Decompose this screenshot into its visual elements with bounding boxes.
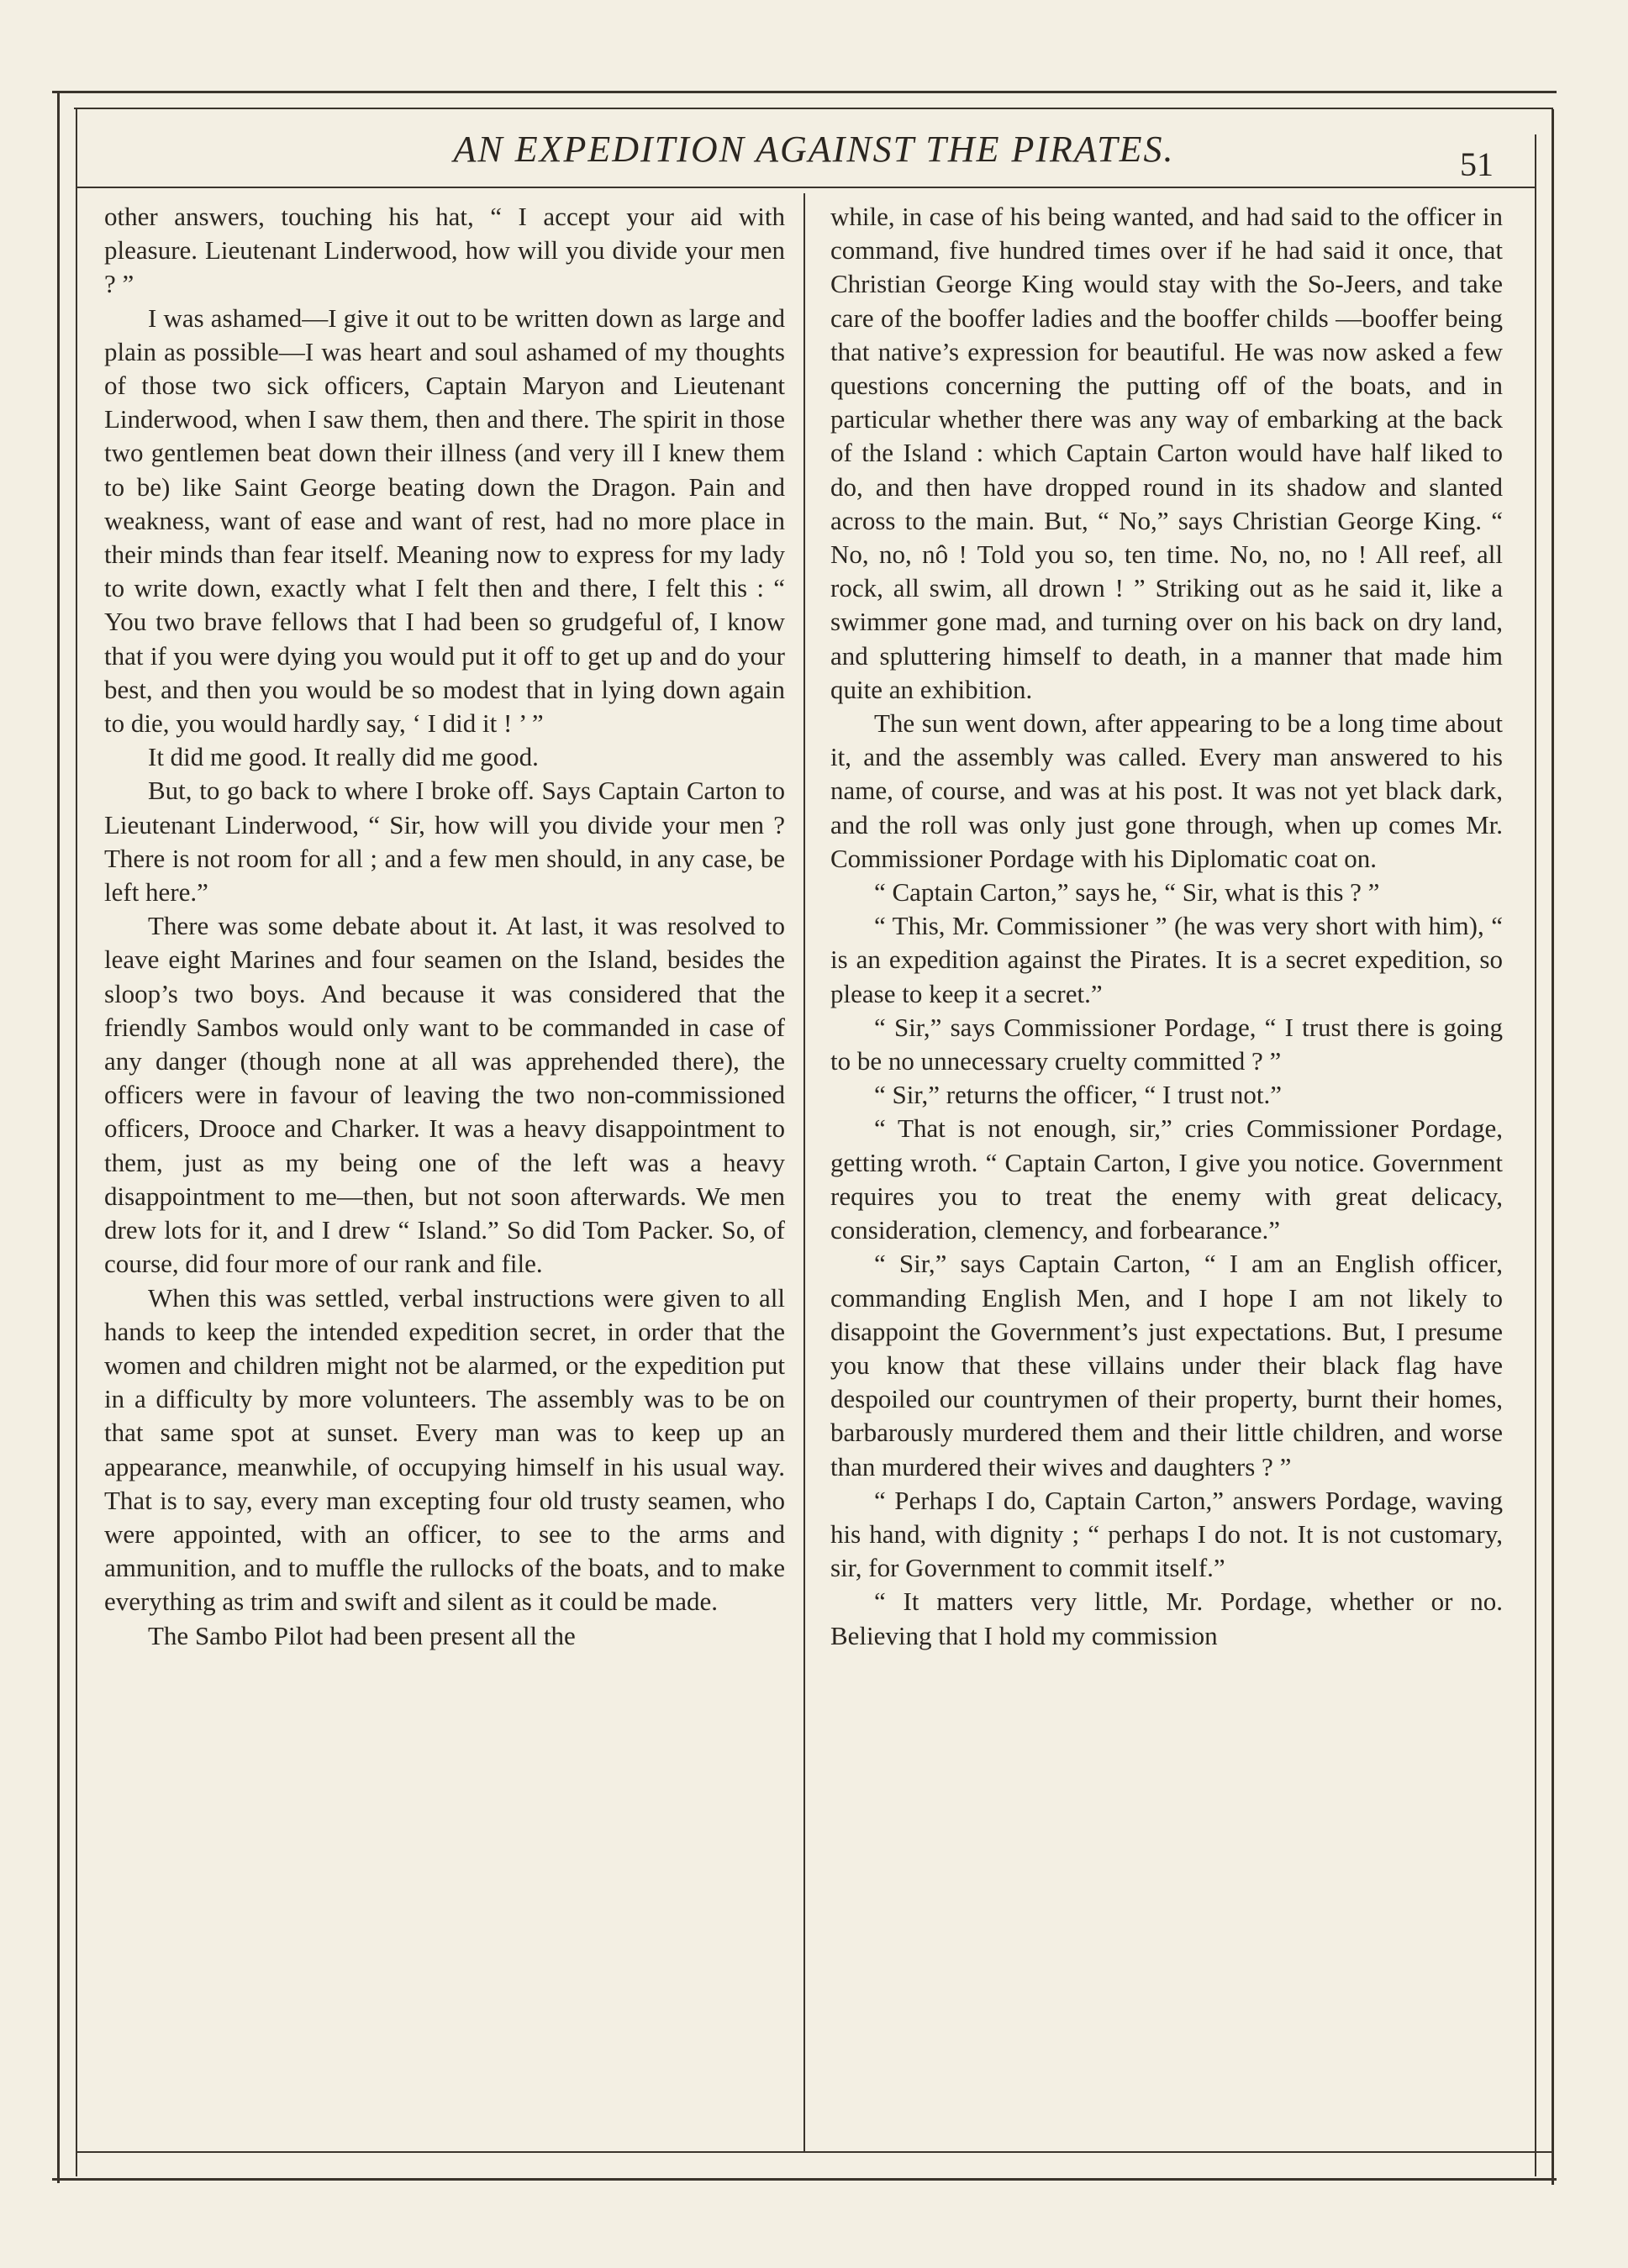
paragraph: The sun went down, after appearing to be a long time about it, and the assembly was called. Every man answered to his name, of course, and was at his post. It was not yet black dark, and the roll was only just gone through, when up comes Mr. Commissioner Pordage with his Diplomatic coat on. xyxy=(830,708,1503,873)
paragraph: There was some debate about it. At last, it was resolved to leave eight Marines and four seamen on the Island, besides the sloop’s two boys. And because it was considered that the friendly Sambos would only want to be commanded in case of any danger (though none at all was apprehended there), the officers were in favour of leaving the two non-commissioned officers, Drooce and Charker. It was a heavy disappointment to them, just as my being one of the left was a heavy disappointment to me—then, but not soon afterwards. We men drew lots for it, and I drew “ Island.” So did Tom Packer. So, of course, did four more of our rank and file. xyxy=(104,911,785,1279)
paragraph: “ Sir,” says Commissioner Pordage, “ I trust there is going to be no unnecessary cruelty committed ? ” xyxy=(830,1012,1503,1076)
paragraph: “ This, Mr. Commissioner ” (he was very short with him), “ is an expedition against the Pirates. It is a secret expedition, so please to keep it a secret.” xyxy=(830,911,1503,1008)
paragraph: “ Captain Carton,” says he, “ Sir, what is this ? ” xyxy=(874,877,1380,908)
paragraph: The Sambo Pilot had been present all the xyxy=(148,1620,576,1650)
bottom-outer-rule xyxy=(52,2178,1557,2181)
left-text-column xyxy=(104,200,785,1653)
left-outer-rule xyxy=(57,91,60,2183)
paragraph: “ Perhaps I do, Captain Carton,” answers Pordage, waving his hand, with dignity ; “ perhaps I do not. It is not customary, sir, for Government to commit itself.” xyxy=(830,1485,1503,1583)
right-outer-rule xyxy=(1552,109,1554,2185)
paragraph: while, in case of his being wanted, and had said to the officer in command, five hundred times over if he had said it once, that Christian George King would stay with the So-Jeers, and take care of the booffer ladies and the booffer childs —booffer being that native’s expression for beautiful. He was now asked a few questions concerning the putting off of the boats, and in particular whether there was any way of embarking at the back of the Island : which Captain Carton would have half liked to do, and then have dropped round in its shadow and slanted across to the main. But, “ No,” says Christian George King. “ No, no, nô ! Told you so, ten time. No, no, no ! All reef, all rock, all swim, all drown ! ” Striking out as he said it, like a swimmer gone mad, and turning over on his back on dry land, and spluttering himself to death, in a manner that made him quite an exhibition. xyxy=(830,202,1503,704)
paragraph: “ It matters very little, Mr. Pordage, whether or no. Believing that I hold my commission xyxy=(830,1587,1503,1650)
paragraph: “ Sir,” returns the officer, “ I trust not.” xyxy=(874,1080,1283,1110)
page-number: 51 xyxy=(1460,145,1494,183)
right-inner-rule xyxy=(1535,134,1536,2176)
column-divider xyxy=(803,193,805,2151)
paragraph: When this was settled, verbal instructions were given to all hands to keep the intended expedition secret, in order that the women and children might not be alarmed, or the expedition put in a difficulty by more volunteers. The assembly was to be on that same spot at sunset. Every man was to keep up an appearance, meanwhile, of occupying himself in his usual way. That is to say, every man excepting four old trusty seamen, who were appointed, with an officer, to see to the arms and ammunition, and to muffle the rullocks of the boats, and to make everything as trim and swift and silent as it could be made. xyxy=(104,1282,785,1617)
top-border-rule xyxy=(52,91,1557,93)
running-head-title: AN EXPEDITION AGAINST THE PIRATES. xyxy=(453,129,1175,170)
paragraph: I was ashamed—I give it out to be written down as large and plain as possible—I was heart and soul ashamed of my thoughts of those two sick officers, Captain Maryon and Lieutenant Linderwood, when I saw them, then and there. The spirit in those two gentlemen beat down their illness (and very ill I knew them to be) like Saint George beating down the Dragon. Pain and weakness, want of ease and want of rest, had no more place in their minds than fear itself. Meaning now to express for my lady to write down, exactly what I felt then and there, I felt this : “ You two brave fellows that I had been so grudgeful of, I know that if you were dying you would put it off to get up and do your best, and then you would be so modest that in lying down again to die, you would hardly say, ‘ I did it ! ’ ” xyxy=(104,303,785,739)
top-inner-rule xyxy=(74,108,1553,109)
bottom-inner-rule xyxy=(77,2151,1553,2153)
left-inner-rule xyxy=(76,108,77,2176)
header-rule xyxy=(77,187,1535,188)
paragraph: But, to go back to where I broke off. Says Captain Carton to Lieutenant Linderwood, “ Sir, how will you divide your men ? There is not room for all ; and a few men should, in any case, be left here.” xyxy=(104,776,785,908)
right-text-column xyxy=(830,200,1503,1653)
paragraph: other answers, touching his hat, “ I accept your aid with pleasure. Lieutenant Linderwood, how will you divide your men ? ” xyxy=(104,202,785,299)
paragraph: “ Sir,” says Captain Carton, “ I am an English officer, commanding English Men, and I hope I am not likely to disappoint the Government’s just expectations. But, I presume you know that these villains under their black flag have despoiled our countrymen of their property, burnt their homes, barbarously murdered them and their little children, and worse than murdered their wives and daughters ? ” xyxy=(830,1249,1503,1481)
paragraph: “ That is not enough, sir,” cries Commissioner Pordage, getting wroth. “ Captain Carton, I give you notice. Government requires you to treat the enemy with great delicacy, consideration, clemency, and forbearance.” xyxy=(830,1113,1503,1245)
paragraph: It did me good. It really did me good. xyxy=(148,742,539,772)
